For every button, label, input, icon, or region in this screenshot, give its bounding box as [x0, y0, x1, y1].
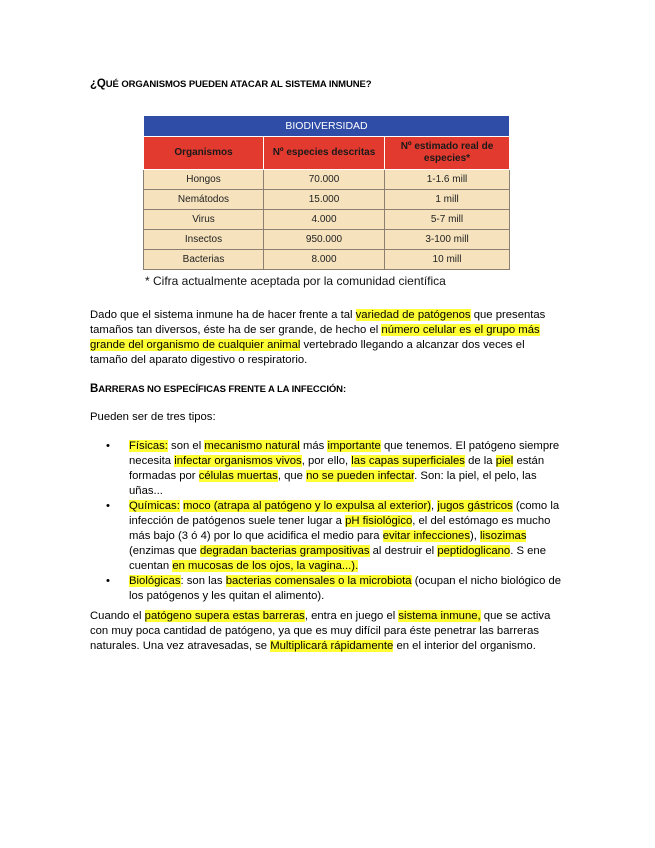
table-cell: Insectos — [144, 230, 264, 250]
text-run: al destruir el — [369, 545, 438, 557]
table-title: BIODIVERSIDAD — [144, 116, 510, 137]
table-cell: 8.000 — [264, 250, 385, 270]
highlighted-text: importante — [327, 440, 381, 452]
text-run: son el — [167, 440, 205, 452]
text-run: (enzimas que — [129, 545, 200, 557]
list-item-physical — [106, 439, 565, 499]
text-run: en el interior del organismo. — [393, 640, 536, 652]
text-run: Dado que el sistema inmune ha de hacer frente a tal — [90, 309, 356, 321]
text-run: (como la infección de patógenos suele tener lugar a — [129, 500, 560, 527]
barrier-types-intro: Pueden ser de tres tipos: — [90, 411, 216, 423]
highlighted-text: Biológicas — [129, 575, 181, 587]
highlighted-text: infectar organismos vivos — [174, 455, 302, 467]
text-run: . Son: la piel, el pelo, las uñas... — [129, 470, 537, 497]
highlighted-text: peptidoglicano — [437, 545, 511, 557]
table-cell: 15.000 — [264, 190, 385, 210]
table-row — [144, 170, 510, 190]
highlighted-text: número celular es el grupo más grande del organismo de cualquier animal — [90, 324, 540, 351]
list-item-text — [129, 575, 561, 602]
text-run: . S ene cuentan — [129, 545, 547, 572]
text-run: que presentas tamaños tan diversos, éste ha de ser grande, de hecho el — [90, 309, 546, 336]
bullet-marker: • — [106, 575, 110, 587]
highlighted-text: bacterias comensales o la microbiota — [225, 575, 412, 587]
highlighted-text: en mucosas de los ojos, la vagina...). — [172, 560, 359, 572]
text-run: : son las — [180, 575, 226, 587]
highlighted-text: sistema inmune, — [398, 610, 481, 622]
table-cell: 10 mill — [385, 250, 510, 270]
highlighted-text: Físicas: — [129, 440, 168, 452]
list-item-biological — [106, 574, 565, 604]
table-header-row — [144, 137, 510, 170]
text-run: , entra en juego el — [304, 610, 399, 622]
highlighted-text: moco (atrapa al patógeno y lo expulsa al exterior) — [183, 500, 432, 512]
table-cell: Virus — [144, 210, 264, 230]
biodiversity-table-figure — [143, 115, 510, 288]
table-cell: Nemátodos — [144, 190, 264, 210]
barrier-list — [106, 439, 565, 604]
text-run: están formadas por — [129, 455, 545, 482]
text-run: , por ello, — [301, 455, 352, 467]
bullet-marker: • — [106, 500, 110, 512]
text-run: más — [299, 440, 328, 452]
section-heading-organisms: ¿QUÉ ORGANISMOS PUEDEN ATACAR AL SISTEMA INMUNE? — [90, 78, 372, 90]
table-cell: 1-1.6 mill — [385, 170, 510, 190]
highlighted-text: jugos gástricos — [437, 500, 513, 512]
biodiversity-table — [143, 115, 510, 270]
section-heading-barriers: BARRERAS NO ESPECÍFICAS FRENTE A LA INFECCIÓN: — [90, 383, 347, 395]
list-item-text — [129, 440, 559, 497]
highlighted-text: células muertas — [198, 470, 278, 482]
table-cell: 5-7 mill — [385, 210, 510, 230]
highlighted-text: las capas superficiales — [351, 455, 465, 467]
table-row — [144, 210, 510, 230]
text-run: Cuando el — [90, 610, 145, 622]
table-cell: 4.000 — [264, 210, 385, 230]
table-header-cell: Nº especies descritas — [264, 137, 385, 170]
text-run: de la — [464, 455, 496, 467]
highlighted-text: variedad de patógenos — [355, 309, 471, 321]
table-header-cell: Organismos — [144, 137, 264, 170]
table-cell: 70.000 — [264, 170, 385, 190]
highlighted-text: evitar infecciones — [382, 530, 470, 542]
table-footnote: * Cifra actualmente aceptada por la comunidad científica — [145, 274, 446, 288]
list-item-text — [129, 500, 559, 572]
highlighted-text: patógeno supera estas barreras — [144, 610, 305, 622]
text-run: que se activa con muy poca cantidad de patógeno, ya que es muy difícil para éste penetrar las barreras naturales. Una vez atravesadas, se — [90, 610, 551, 652]
text-run: (ocupan el nicho biológico de los patógenos y les quitan el alimento). — [129, 575, 562, 602]
text-run: , — [431, 500, 438, 512]
highlighted-text: Químicas: — [129, 500, 180, 512]
highlighted-text: no se pueden infectar — [306, 470, 415, 482]
text-run: vertebrado llegando a alcanzar dos veces el tamaño del aparato digestivo o respiratorio. — [90, 339, 525, 366]
table-title-row — [144, 116, 510, 137]
paragraph-immune-response — [90, 609, 565, 654]
text-run: , que — [277, 470, 307, 482]
bullet-marker: • — [106, 440, 110, 452]
table-cell: 1 mill — [385, 190, 510, 210]
text-run: que tenemos. El patógeno siempre necesita — [129, 440, 560, 467]
highlighted-text: pH fisiológico — [345, 515, 413, 527]
table-cell: Hongos — [144, 170, 264, 190]
list-item-chemical — [106, 499, 565, 574]
table-row — [144, 230, 510, 250]
table-row — [144, 190, 510, 210]
highlighted-text: piel — [495, 455, 514, 467]
paragraph-pathogen-variety — [90, 308, 565, 368]
table-header-cell: Nº estimado real de especies* — [385, 137, 510, 170]
table-cell: Bacterias — [144, 250, 264, 270]
highlighted-text: lisozimas — [480, 530, 527, 542]
table-cell: 950.000 — [264, 230, 385, 250]
text-run: ), — [469, 530, 481, 542]
table-row — [144, 250, 510, 270]
highlighted-text: mecanismo natural — [204, 440, 300, 452]
text-run: , el del estómago es mucho más bajo (3 ó 4) por lo que acidifica el medio para — [129, 515, 551, 542]
highlighted-text: Multiplicará rápidamente — [270, 640, 394, 652]
highlighted-text: degradan bacterias grampositivas — [199, 545, 370, 557]
table-cell: 3-100 mill — [385, 230, 510, 250]
